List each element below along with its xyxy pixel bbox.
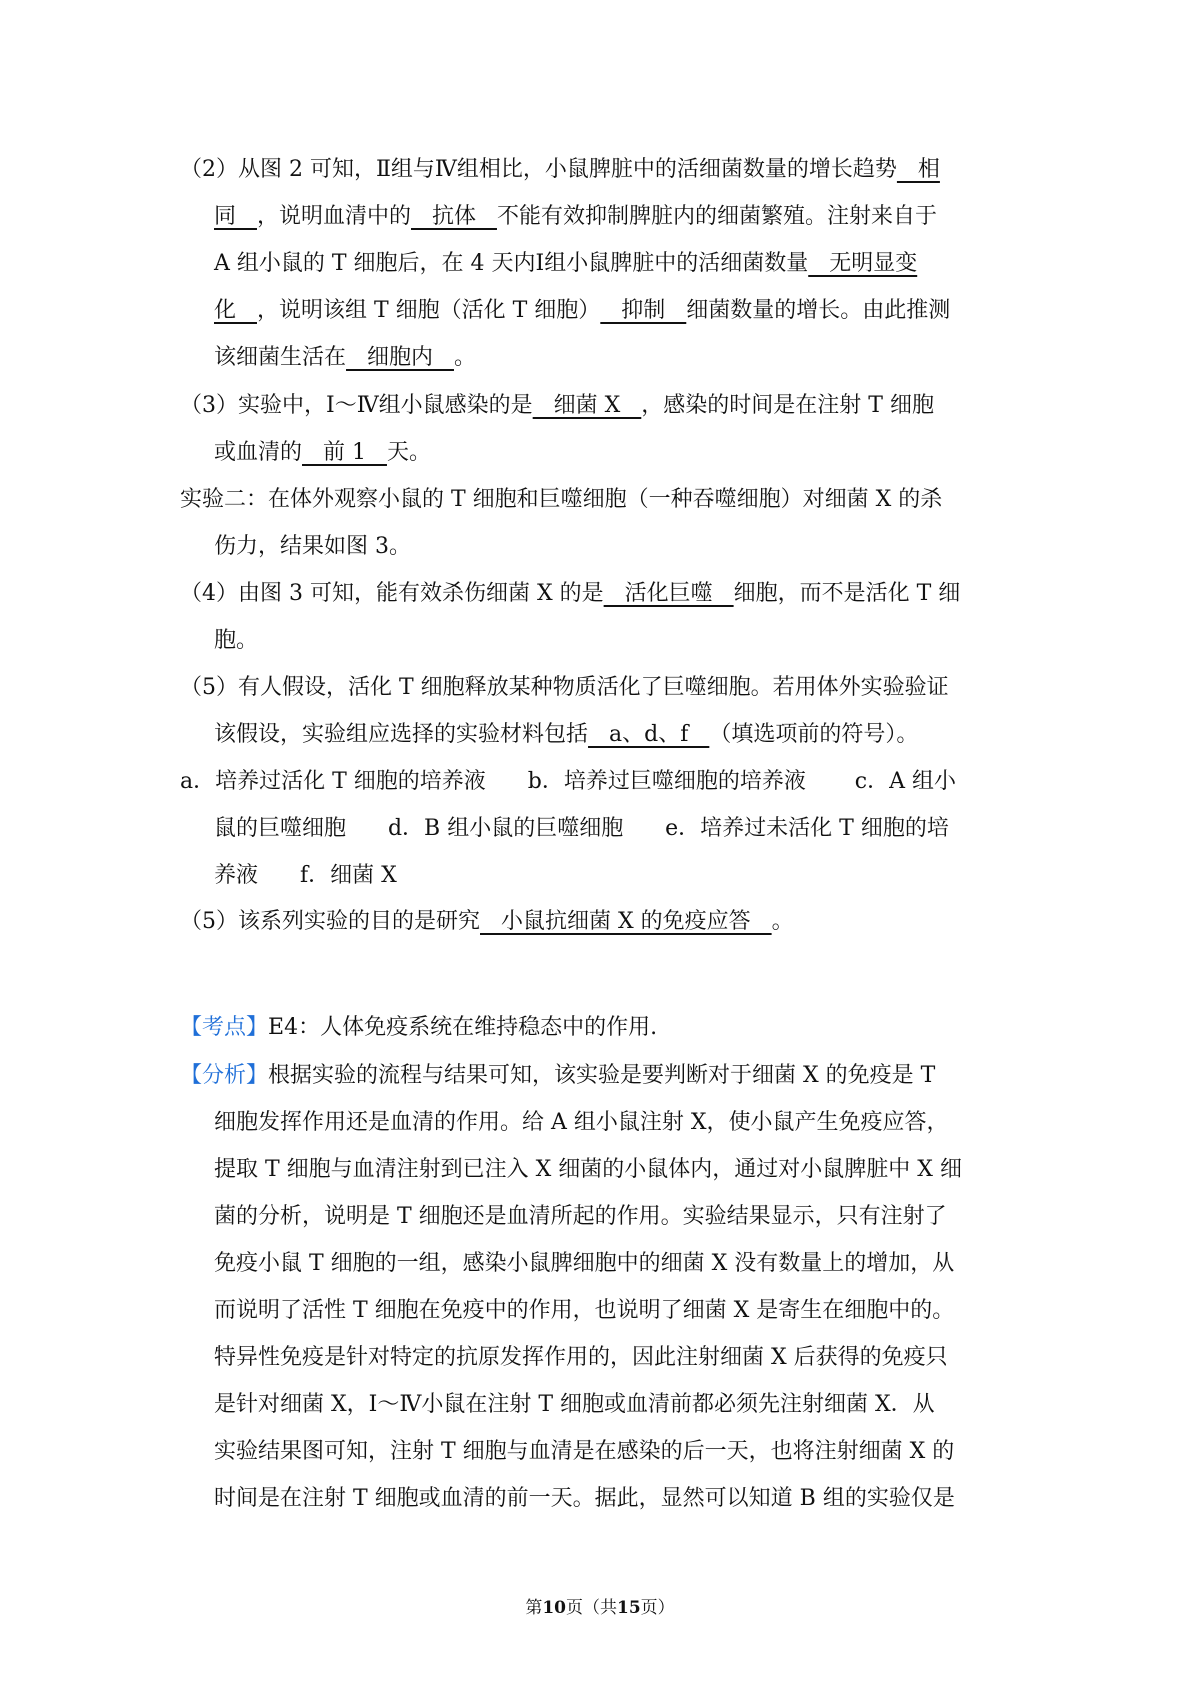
q2-answer-4: 抑制 [600, 298, 687, 323]
fenxi-line: 是针对细菌 X，Ⅰ～Ⅳ小鼠在注射 T 细胞或血清前都必须先注射细菌 X．从 [214, 1392, 935, 1417]
q2-answer-2: 抗体 [411, 204, 497, 229]
q2-line-5 [180, 334, 1030, 381]
page-footer [0, 1596, 1200, 1620]
question-3 [180, 382, 1030, 476]
fenxi-line: 而说明了活性 T 细胞在免疫中的作用，也说明了细菌 X 是寄生在细胞中的。 [214, 1298, 955, 1323]
fenxi-line: 时间是在注射 T 细胞或血清的前一天。据此，显然可以知道 B 组的实验仅是 [214, 1486, 955, 1511]
fenxi-label: 【分析】 [180, 1063, 269, 1088]
q2-text: ，说明该组 T 细胞（活化 T 细胞） [256, 298, 601, 323]
options-line-3: 养液 f．细菌 X [214, 863, 397, 888]
exp2-line-1: 实验二：在体外观察小鼠的 T 细胞和巨噬细胞（一种吞噬细胞）对细菌 X 的杀 [180, 487, 943, 512]
q4-text: 细胞，而不是活化 T 细 [733, 581, 961, 606]
q3-answer-1: 细菌 X [532, 393, 642, 418]
total-pages: 15 [617, 1598, 641, 1618]
kaodian-label: 【考点】 [180, 1015, 269, 1040]
q2-line-2 [180, 193, 1030, 240]
fenxi-line-1 [180, 1052, 1030, 1099]
q2-line-4 [180, 287, 1030, 334]
q2-answer-3: 无明显变 [808, 251, 918, 276]
q4-line-1 [180, 570, 1030, 617]
q2-text: 。 [453, 345, 476, 370]
q2-text: （2）从图 2 可知，Ⅱ组与Ⅳ组相比，小鼠脾脏中的活细菌数量的增长趋势 [180, 157, 897, 182]
q2-text: 该细菌生活在 [214, 345, 347, 370]
footer-text: 页） [640, 1598, 675, 1618]
fenxi-line: 提取 T 细胞与血清注射到已注入 X 细菌的小鼠体内，通过对小鼠脾脏中 X 细 [214, 1157, 962, 1182]
q3-answer-2: 前 1 [302, 440, 387, 465]
fenxi-line: 菌的分析，说明是 T 细胞还是血清所起的作用。实验结果显示，只有注射了 [214, 1204, 947, 1229]
q5-text: （填选项前的符号）。 [709, 722, 919, 747]
q3-text: 或血清的 [214, 440, 303, 465]
question-4 [180, 570, 1030, 664]
q2-text: ，说明血清中的 [256, 204, 411, 229]
q2-answer-1: 相 [896, 157, 940, 182]
fenxi-section [180, 1052, 1030, 1522]
q2-answer-1-cont: 同 [214, 204, 257, 229]
q2-line-3 [180, 240, 1030, 287]
fenxi-line: 特异性免疫是针对特定的抗原发挥作用的，因此注射细菌 X 后获得的免疫只 [214, 1345, 948, 1370]
fenxi-line: 免疫小鼠 T 细胞的一组，感染小鼠脾细胞中的细菌 X 没有数量上的增加，从 [214, 1251, 955, 1276]
q2-text: 细菌数量的增长。由此推测 [686, 298, 951, 323]
q6-text: 。 [771, 909, 794, 934]
q2-text: 不能有效抑制脾脏内的细菌繁殖。注射来自于 [496, 204, 937, 229]
q3-line-2 [180, 429, 1030, 476]
experiment-2 [180, 476, 1030, 570]
kaodian-section [180, 1004, 1030, 1051]
q5-text: 该假设，实验组应选择的实验材料包括 [214, 722, 589, 747]
q2-text: A 组小鼠的 T 细胞后，在 4 天内Ⅰ组小鼠脾脏中的活细菌数量 [214, 251, 809, 276]
kaodian-text: E4：人体免疫系统在维持稳态中的作用. [268, 1015, 658, 1040]
page-number: 10 [542, 1598, 566, 1618]
q4-line-2: 胞。 [214, 628, 259, 653]
question-2 [180, 146, 1030, 381]
q5-answer: a、d、f [588, 722, 710, 747]
q4-text: （4）由图 3 可知，能有效杀伤细菌 X 的是 [180, 581, 604, 606]
q5-line-2 [180, 711, 1030, 758]
fenxi-line: 细胞发挥作用还是血清的作用。给 A 组小鼠注射 X，使小鼠产生免疫应答， [214, 1110, 949, 1135]
q3-line-1 [180, 382, 1030, 429]
q2-answer-3-cont: 化 [214, 298, 257, 323]
kaodian-line [180, 1004, 1030, 1051]
q5-options [180, 758, 1030, 899]
question-6 [180, 898, 1030, 945]
q2-line-1 [180, 146, 1030, 193]
q3-text: （3）实验中，Ⅰ～Ⅳ组小鼠感染的是 [180, 393, 533, 418]
q6-answer: 小鼠抗细菌 X 的免疫应答 [480, 909, 772, 934]
q3-text: ，感染的时间是在注射 T 细胞 [641, 393, 934, 418]
exp2-line-2: 伤力，结果如图 3。 [214, 534, 411, 559]
fenxi-text: 根据实验的流程与结果可知，该实验是要判断对于细菌 X 的免疫是 T [268, 1063, 936, 1088]
q5-line-1: （5）有人假设，活化 T 细胞释放某种物质活化了巨噬细胞。若用体外实验验证 [180, 675, 949, 700]
fenxi-line: 实验结果图可知，注射 T 细胞与血清是在感染的后一天，也将注射细菌 X 的 [214, 1439, 955, 1464]
q6-text: （5）该系列实验的目的是研究 [180, 909, 480, 934]
q6-line-1 [180, 898, 1030, 945]
footer-text: 页（共 [566, 1598, 617, 1618]
q3-text: 天。 [386, 440, 431, 465]
q2-answer-5: 细胞内 [346, 345, 454, 370]
question-5 [180, 664, 1030, 758]
options-line-1: a．培养过活化 T 细胞的培养液 b．培养过巨噬细胞的培养液 c．A 组小 [180, 769, 956, 794]
q4-answer: 活化巨噬 [603, 581, 734, 606]
options-line-2: 鼠的巨噬细胞 d．B 组小鼠的巨噬细胞 e．培养过未活化 T 细胞的培 [214, 816, 949, 841]
footer-text: 第 [525, 1598, 543, 1618]
